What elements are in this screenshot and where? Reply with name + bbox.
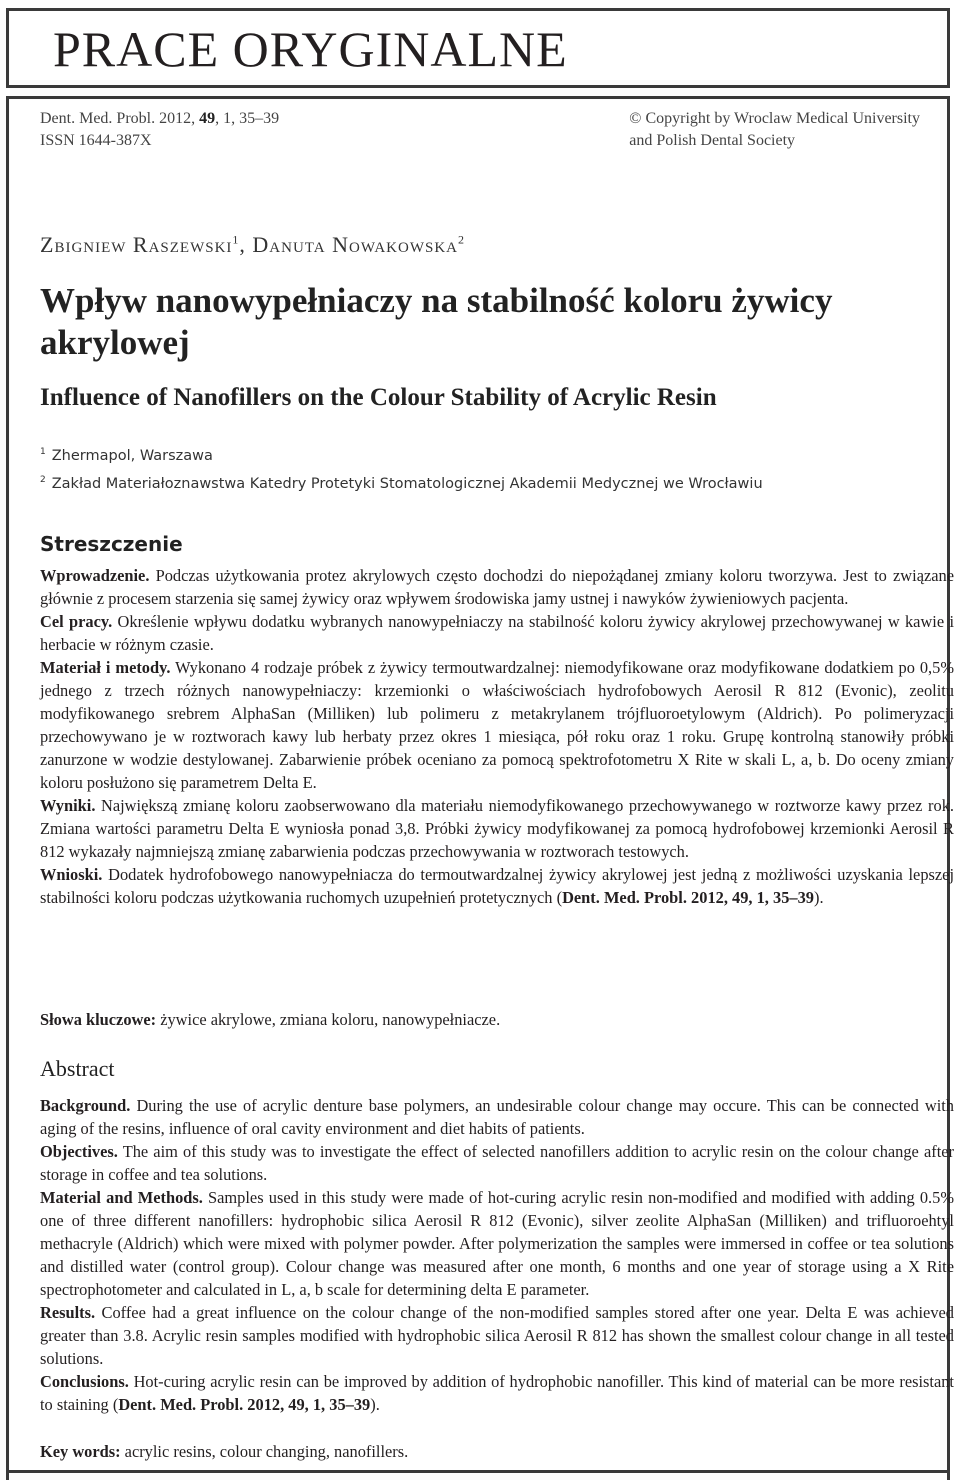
author-1-affil: 1 [232,232,240,247]
abstract-citation: Dent. Med. Probl. 2012, 49, 1, 35–39 [118,1395,371,1414]
stresz-conclusions [40,863,954,909]
keywords-polish-text: żywice akrylowe, zmiana koloru, nanowypełniacze. [156,1010,501,1029]
journal-name: Dent. Med. Probl. 2012, [40,110,196,127]
streszczenie-body [40,564,954,909]
abstract-conclusions-text: Hot-curing acrylic resin can be improved by addition of hydrophobic nanofiller. This kind of material can be more resistant to staining ( [40,1372,954,1414]
abstract-methods [40,1186,954,1301]
copyright-notice [629,108,920,152]
abstract-results [40,1301,954,1370]
stresz-methods-label: Materiał i metody. [40,658,171,677]
stresz-aim [40,610,954,656]
affiliation-1-text: Zhermapol, Warszawa [51,447,213,464]
abstract-background [40,1094,954,1140]
author-2: Danuta Nowakowska [252,232,458,257]
abstract-results-label: Results. [40,1303,96,1322]
journal-citation [40,108,279,152]
abstract-objectives-text: The aim of this study was to investigate the effect of selected nanofillers addition to acrylic resin on the colour change after storage in coffee and tea solutions. [40,1142,954,1184]
abstract-heading: Abstract [40,1056,115,1081]
stresz-intro-label: Wprowadzenie. [40,566,150,585]
stresz-citation-end: ). [813,888,824,907]
abstract-results-text: Coffee had a great influence on the colour change of the non-modified samples stored after one year. Delta E was achieved greater than 3.8. Acrylic resin samples modified with hydrophobic silica Aerosil R 812 has shown the smallest colour change in all tested solutions. [40,1303,954,1368]
stresz-aim-label: Cel pracy. [40,612,113,631]
bottom-rule [6,1470,950,1473]
section-banner [6,8,950,88]
abstract-conclusions [40,1370,954,1416]
keywords-polish-label: Słowa kluczowe: [40,1010,157,1029]
streszczenie-heading: Streszczenie [40,532,183,556]
affiliation-2-text: Zakład Materiałoznawstwa Katedry Protetyki Stomatologicznej Akademii Medycznej we Wrocławiu [51,475,763,492]
affiliation-2-number: 2 [40,474,46,485]
abstract-objectives [40,1140,954,1186]
abstract-methods-text: Samples used in this study were made of hot-curing acrylic resin non-modified and modified with adding 0.5% one of three different nanofillers: hydrophobic silica Aerosil R 812 (Evonic), silver zeolite AlphaSan (Milliken) and trifluoroehtyl methacryle (Aldrich) which were mixed with polymer powder. After polymerization the samples were immersed in coffee or tea solutions and distilled water (control group). Colour change was measured after one month, 6 months and one year of storage using a X Rite spectrophotometer and calculated in L, a, b scale for determining delta E parameter. [40,1188,954,1299]
keywords-english-label: Key words: [40,1442,121,1461]
author-2-affil: 2 [457,232,465,247]
stresz-conclusions-text: Dodatek hydrofobowego nanowypełniacza do termoutwardzalnej żywicy akrylowej jest jedną z możliwości uzyskania lepszej stabilności koloru podczas użytkowania ruchomych uzupełnień protetycznych ( [40,865,954,907]
author-1: Zbigniew Raszewski [40,232,233,257]
copyright-line-1: © Copyright by Wroclaw Medical University [629,110,920,127]
stresz-results [40,794,954,863]
stresz-intro-text: Podczas użytkowania protez akrylowych często dochodzi do niepożądanej zmiany koloru tworzywa. Jest to związane głównie z procesem starzenia się samej żywicy oraz wpływem środowiska jamy ustnej i nawyków żywieniowych pacjenta. [40,566,954,608]
affiliation-2 [40,468,763,496]
author-separator: , [239,232,253,257]
stresz-results-label: Wyniki. [40,796,96,815]
affiliation-1-number: 1 [40,447,46,457]
affiliations [40,440,763,496]
stresz-intro [40,564,954,610]
stresz-methods [40,656,954,794]
copyright-line-2: and Polish Dental Society [629,132,796,149]
stresz-aim-text: Określenie wpływu dodatku wybranych nanowypełniaczy na stabilność koloru żywicy akrylowej przechowywanej w kawie i herbacie w różnym czasie. [40,612,954,654]
keywords-english-text: acrylic resins, colour changing, nanofillers. [120,1442,409,1461]
abstract-objectives-label: Objectives. [40,1142,118,1161]
keywords-polish [40,1010,500,1030]
journal-volume: 49 [199,110,216,127]
authors [40,232,465,258]
affiliation-1 [40,440,763,468]
abstract-background-label: Background. [40,1096,131,1115]
abstract-conclusions-label: Conclusions. [40,1372,129,1391]
abstract-background-text: During the use of acrylic denture base polymers, an undesirable colour change may occure. This can be connected with aging of the resins, influence of oral cavity environment and diet habits of patients. [40,1096,954,1138]
keywords-english [40,1442,408,1462]
abstract-body [40,1094,954,1416]
title-english: Influence of Nanofillers on the Colour Stability of Acrylic Resin [40,384,717,411]
title-polish: Wpływ nanowypełniaczy na stabilność koloru żywicy akrylowej [40,281,833,362]
journal-issue-pages: , 1, 35–39 [215,110,280,127]
stresz-citation: Dent. Med. Probl. 2012, 49, 1, 35–39 [562,888,814,907]
stresz-methods-text: Wykonano 4 rodzaje próbek z żywicy termoutwardzalnej: niemodyfikowane oraz modyfikowane dodatkiem po 0,5% jednego z trzech różnych nanowypełniaczy: krzemionki o właściwościach hydrofobowych Aerosil R 812 (Evonic), zeolitu modyfikowanego srebrem AlphaSan (Milliken) lub polimeru z metakrylanem trójfluoroetylowym (Aldrich). Po polimeryzacji przechowywano je w roztworach kawy lub herbaty przez okres 1 miesiąca, pół roku oraz 1 roku. Grupę kontrolną stanowiły próbki zanurzone w wodzie destylowanej. Zabarwienie próbek oceniano za pomocą spektrofotometru X Rite w skali L, a, b. Do oceny zmiany koloru posłużono się parametrem Delta E. [40,658,955,792]
abstract-methods-label: Material and Methods. [40,1188,203,1207]
issn: ISSN 1644-387X [40,132,152,149]
stresz-results-text: Największą zmianę koloru zaobserwowano dla materiału niemodyfikowanego przechowywanego w roztworze kawy przez rok. Zmiana wartości parametru Delta E wyniosła ponad 3,8. Próbki żywicy modyfikowanej za pomocą hydrofobowej krzemionki Aerosil R 812 wykazały najmniejszą zmianę zabarwienia podczas przechowywania w roztworach testowych. [40,796,954,861]
stresz-conclusions-label: Wnioski. [40,865,103,884]
abstract-citation-end: ). [370,1395,380,1414]
section-title: PRACE ORYGINALNE [53,21,568,77]
